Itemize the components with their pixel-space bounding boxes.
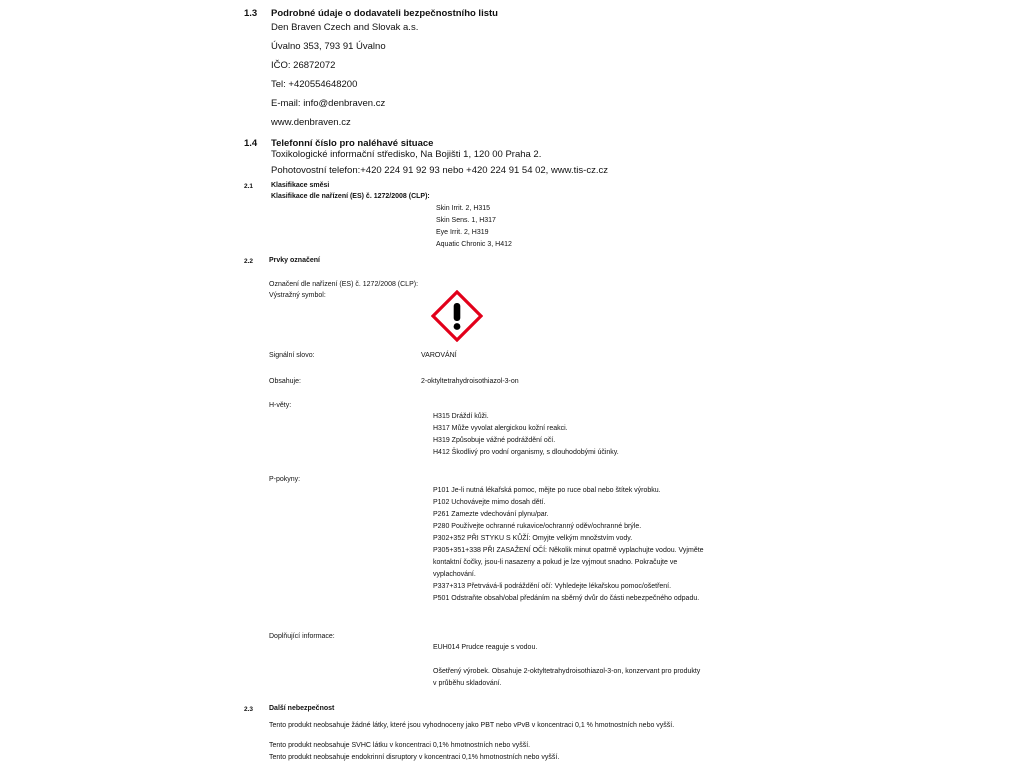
p-statement: P101 Je-li nutná lékařská pomoc, mějte po ruce obal nebo štítek výrobku.: [433, 487, 661, 494]
section-1-3-title: Podrobné údaje o dodavateli bezpečnostního listu: [271, 8, 498, 19]
supplier-block: [271, 18, 418, 132]
section-1-4-title: Telefonní číslo pro naléhavé situace: [271, 138, 434, 149]
supplier-email: E-mail: info@denbraven.cz: [271, 98, 386, 109]
section-2-3-title: Další nebezpečnost: [269, 705, 335, 712]
p-statement: vyplachování.: [433, 571, 476, 578]
classification-item: Skin Sens. 1, H317: [436, 217, 496, 224]
p-statement: P305+351+338 PŘI ZASAŽENÍ OČÍ: Několik minut opatrně vyplachujte vodou. Vyjměte: [433, 547, 704, 554]
p-statement: P280 Používejte ochranné rukavice/ochranný oděv/ochranné brýle.: [433, 523, 642, 530]
section-1-4-number: 1.4: [244, 138, 258, 149]
h-statement: H315 Dráždí kůži.: [433, 413, 489, 420]
section-2-1-number: 2.1: [244, 183, 254, 190]
p-statement: P302+352 PŘI STYKU S KŮŽÍ: Omyjte velkým množstvím vody.: [433, 535, 633, 542]
exclamation-bar: [454, 303, 461, 321]
h-statement: H319 Způsobuje vážné podráždění očí.: [433, 437, 556, 444]
supplier-web: www.denbraven.cz: [271, 117, 351, 128]
p-statement: P337+313 Přetrvává-li podráždění očí: Vyhledejte lékařskou pomoc/ošetření.: [433, 583, 672, 590]
h-statements-list: [433, 411, 619, 459]
section-1-3-number: 1.3: [244, 8, 258, 19]
supplier-ico: IČO: 26872072: [271, 60, 336, 71]
classification-list: [436, 203, 512, 251]
section-2-3-number: 2.3: [244, 706, 254, 713]
classification-item: Aquatic Chronic 3, H412: [436, 241, 512, 248]
euh014-statement: EUH014 Prudce reaguje s vodou.: [433, 644, 538, 651]
exclamation-dot: [454, 323, 461, 330]
h-statement: H317 Může vyvolat alergickou kožní reakci.: [433, 425, 568, 432]
classification-item: Skin Irrit. 2, H315: [436, 205, 491, 212]
signal-word-value: VAROVÁNÍ: [421, 352, 457, 359]
p-statements-label: P-pokyny:: [269, 476, 301, 483]
treated-article-line: v průběhu skladování.: [433, 680, 502, 687]
supplier-phone: Tel: +420554648200: [271, 79, 358, 90]
h-statements-label: H-věty:: [269, 402, 292, 409]
clp-classification-heading: Klasifikace dle nařízení (ES) č. 1272/2008 (CLP):: [271, 193, 430, 200]
supplier-address: Úvalno 353, 793 91 Úvalno: [271, 41, 386, 52]
endocrine-statement: Tento produkt neobsahuje endokrinní disruptory v koncentraci 0,1% hmotnostních nebo vyšší.: [269, 754, 560, 761]
treated-article-note: [433, 666, 700, 690]
hazard-symbol-label: Výstražný symbol:: [269, 292, 326, 299]
p-statement: kontaktní čočky, jsou-li nasazeny a pokud je lze vyjmout snadno. Pokračujte ve: [433, 559, 678, 566]
emergency-phone: Pohotovostní telefon:+420 224 91 92 93 nebo +420 224 91 54 02, www.tis-cz.cz: [271, 165, 608, 176]
emergency-block: [271, 147, 608, 179]
contains-value: 2-oktyltetrahydroisothiazol-3-on: [421, 378, 519, 385]
pbt-statement: Tento produkt neobsahuje žádné látky, které jsou vyhodnoceny jako PBT nebo vPvB v koncentraci 0,1 % hmotnostních nebo vyšší.: [269, 722, 675, 729]
classification-item: Eye Irrit. 2, H319: [436, 229, 489, 236]
section-2-2-title: Prvky označení: [269, 257, 320, 264]
labelling-regulation: Označení dle nařízení (ES) č. 1272/2008 (CLP):: [269, 281, 419, 288]
contains-label: Obsahuje:: [269, 378, 301, 385]
p-statement: P261 Zamezte vdechování plynu/par.: [433, 511, 549, 518]
section-2-2-number: 2.2: [244, 258, 254, 265]
emergency-centre: Toxikologické informační středisko, Na Bojišti 1, 120 00 Praha 2.: [271, 149, 542, 160]
p-statement: P501 Odstraňte obsah/obal předáním na sběrný dvůr do části nebezpečného odpadu.: [433, 595, 700, 602]
signal-word-label: Signální slovo:: [269, 352, 315, 359]
supplementary-info-label: Doplňující informace:: [269, 633, 335, 640]
svhc-statement: Tento produkt neobsahuje SVHC látku v koncentraci 0,1% hmotnostních nebo vyšší.: [269, 742, 531, 749]
p-statement: P102 Uchovávejte mimo dosah dětí.: [433, 499, 546, 506]
section-2-1-title: Klasifikace směsi: [271, 182, 330, 189]
p-statements-list: [433, 485, 704, 605]
supplier-name: Den Braven Czech and Slovak a.s.: [271, 22, 419, 33]
treated-article-line: Ošetřený výrobek. Obsahuje 2-oktyltetrahydroisothiazol-3-on, konzervant pro produkty: [433, 668, 701, 675]
h-statement: H412 Škodlivý pro vodní organismy, s dlouhodobými účinky.: [433, 449, 619, 456]
ghs07-exclamation-icon: [431, 290, 483, 342]
